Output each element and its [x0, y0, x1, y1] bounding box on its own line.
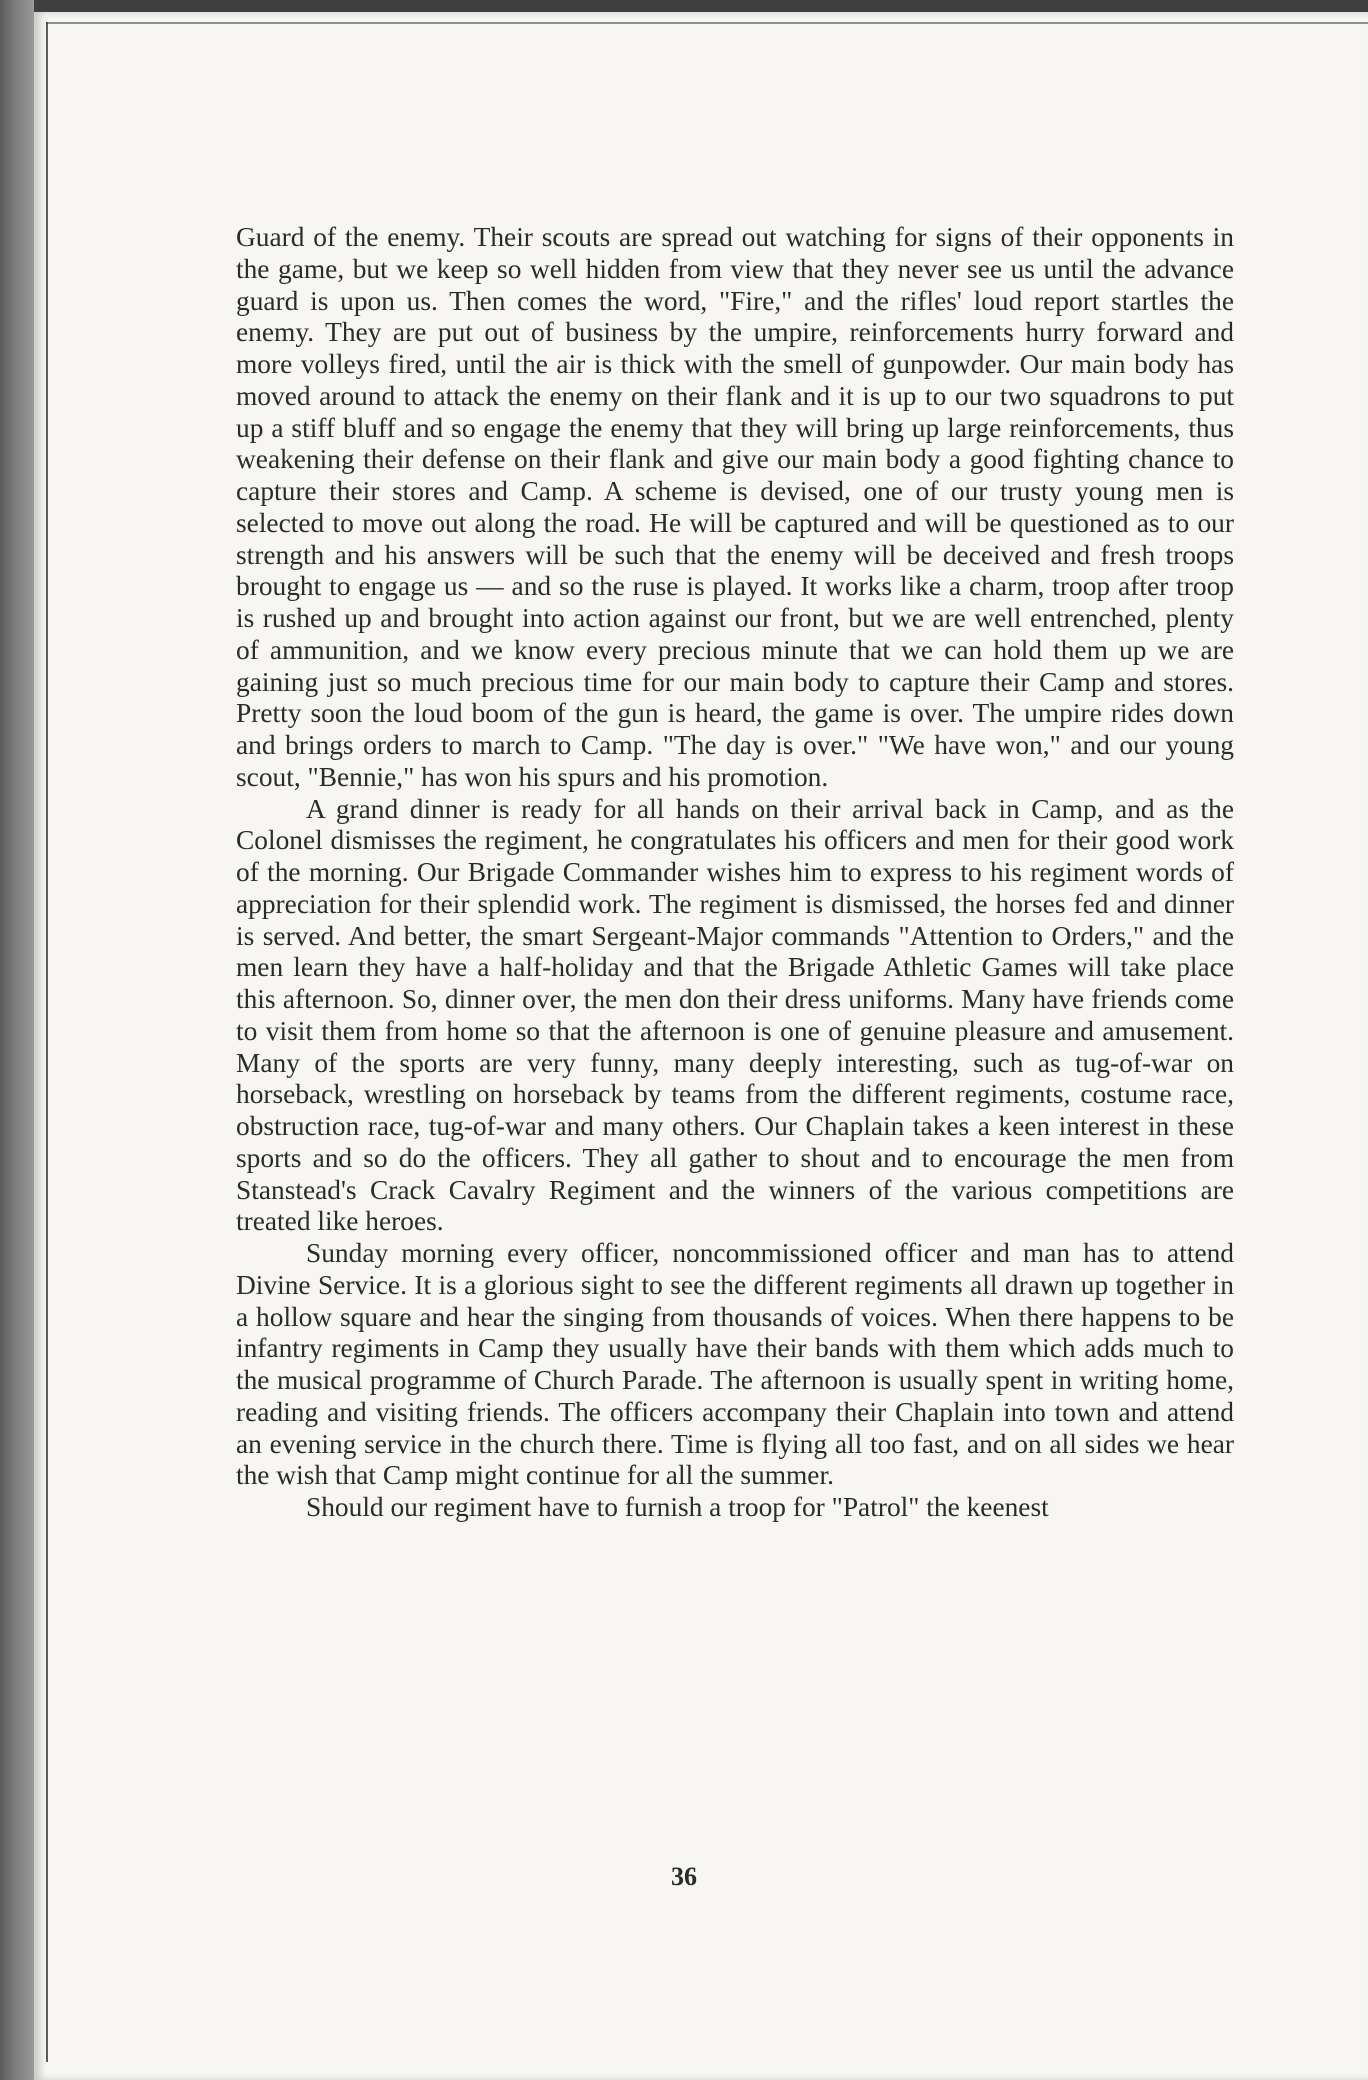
body-text	[236, 222, 1234, 1524]
paragraph-3: Sunday morning every officer, noncommissioned officer and man has to attend Divine Service. It is a glorious sight to see the different regiments all drawn up together in a hollow square and hear the singing from thousands of voices. When there happens to be infantry regiments in Camp they usually have their bands with them which adds much to the musical programme of Church Parade. The afternoon is usually spent in writing home, reading and visiting friends. The officers accompany their Chaplain into town and attend an evening service in the church there. Time is flying all too fast, and on all sides we hear the wish that Camp might continue for all the summer.	[236, 1238, 1234, 1491]
page-top-edge-line	[46, 22, 1368, 24]
page-left-edge-line	[46, 22, 48, 2062]
paragraph-4: Should our regiment have to furnish a troop for "Patrol" the keenest	[306, 1492, 1049, 1522]
paragraph-1: Guard of the enemy. Their scouts are spread out watching for signs of their opponents in the game, but we keep so well hidden from view that they never see us until the advance guard is upon us. Then comes the word, "Fire," and the rifles' loud report startles the enemy. They are put out of business by the umpire, reinforcements hurry forward and more volleys fired, until the air is thick with the smell of gunpowder. Our main body has moved around to attack the enemy on their flank and it is up to our two squadrons to put up a stiff bluff and so engage the enemy that they will bring up large reinforcements, thus weakening their defense on their flank and give our main body a good fighting chance to capture their stores and Camp. A scheme is devised, one of our trusty young men is selected to move out along the road. He will be captured and will be questioned as to our strength and his answers will be such that the enemy will be deceived and fresh troops brought to engage us — and so the ruse is played. It works like a charm, troop after troop is rushed up and brought into action against our front, but we are well entrenched, plenty of ammunition, and we know every precious minute that we can hold them up we are gaining just so much precious time for our main body to capture their Camp and stores. Pretty soon the loud boom of the gun is heard, the game is over. The umpire rides down and brings orders to march to Camp. "The day is over." "We have won," and our young scout, "Bennie," has won his spurs and his promotion.	[236, 222, 1234, 792]
page-number: 36	[671, 1862, 697, 1891]
scan-left-border	[0, 0, 34, 2080]
paragraph-2: A grand dinner is ready for all hands on their arrival back in Camp, and as the Colonel dismisses the regiment, he congratulates his officers and men for their good work of the morning. Our Brigade Commander wishes him to express to his regiment words of appreciation for their splendid work. The regiment is dismissed, the horses fed and dinner is served. And better, the smart Sergeant-Major commands "Attention to Orders," and the men learn they have a half-holiday and that the Brigade Athletic Games will take place this afternoon. So, dinner over, the men don their dress uniforms. Many have friends come to visit them from home so that the afternoon is one of genuine pleasure and amusement. Many of the sports are very funny, many deeply interesting, such as tug-of-war on horseback, wrestling on horseback by teams from the different regiments, costume race, obstruction race, tug-of-war and many others. Our Chaplain takes a keen interest in these sports and so do the officers. They all gather to shout and to encourage the men from Stanstead's Crack Cavalry Regiment and the winners of the various competitions are treated like heroes.	[236, 793, 1234, 1237]
